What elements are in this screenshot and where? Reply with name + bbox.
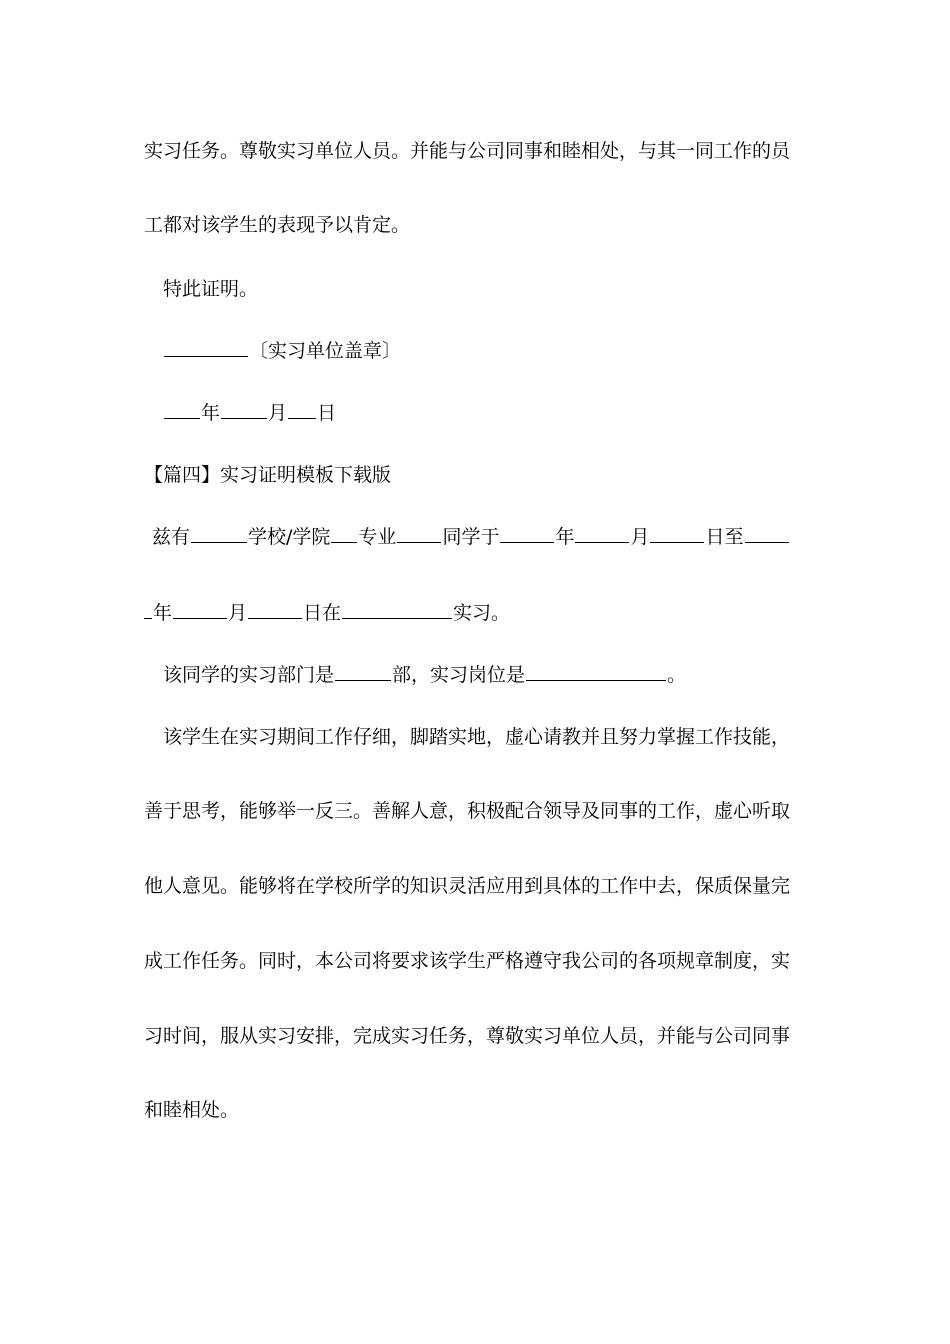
position-blank	[526, 662, 666, 681]
section-heading: 【篇四】实习证明模板下载版	[144, 464, 392, 486]
body-line: 习时间，服从实习安排，完成实习任务，尊敬实习单位人员，并能与公司同事	[144, 1025, 791, 1047]
stamp-label: 〔实习单位盖章〕	[249, 340, 402, 362]
fill-blank	[650, 524, 704, 543]
stamp-blank	[164, 338, 248, 357]
dept-line	[163, 662, 686, 688]
intro-text: 月	[228, 602, 248, 624]
intro-text: 专业	[358, 526, 397, 548]
fill-blank	[331, 524, 357, 543]
year-label: 年	[201, 402, 221, 424]
dept-text: 部，实习岗位是	[392, 664, 526, 686]
dept-blank	[335, 662, 391, 681]
fill-blank	[500, 524, 554, 543]
intro-text: 学校/学院	[248, 526, 331, 548]
body-line: 该学生在实习期间工作仔细，脚踏实地，虚心请教并且努力掌握工作技能，	[163, 726, 791, 748]
intro-line-1	[152, 524, 790, 550]
day-label: 日	[317, 402, 337, 424]
month-label: 月	[268, 402, 288, 424]
dept-text: 。	[667, 664, 687, 686]
intro-text: 月	[630, 526, 650, 548]
intro-text: 年	[555, 526, 575, 548]
fill-blank	[173, 600, 227, 619]
fill-blank	[248, 600, 302, 619]
day-blank	[288, 400, 316, 419]
intro-text: 兹有	[152, 526, 191, 548]
date-line	[163, 400, 336, 426]
stamp-line	[163, 338, 401, 364]
fill-blank	[191, 524, 247, 543]
fill-blank	[144, 600, 152, 619]
paragraph-line: 实习任务。尊敬实习单位人员。并能与公司同事和睦相处，与其一同工作的员	[144, 140, 791, 162]
body-line: 他人意见。能够将在学校所学的知识灵活应用到具体的工作中去，保质保量完	[144, 875, 791, 897]
certify-text: 特此证明。	[163, 278, 259, 300]
body-line: 善于思考，能够举一反三。善解人意，积极配合领导及同事的工作，虚心听取	[144, 800, 791, 822]
intro-text: 日至	[705, 526, 744, 548]
intro-text: 实习。	[453, 602, 511, 624]
intro-line-2	[144, 600, 510, 626]
intro-text: 年	[153, 602, 173, 624]
year-blank	[164, 400, 200, 419]
fill-blank	[575, 524, 629, 543]
fill-blank	[342, 600, 452, 619]
body-line: 和睦相处。	[144, 1099, 240, 1121]
paragraph-line: 工都对该学生的表现予以肯定。	[144, 214, 411, 236]
month-blank	[221, 400, 267, 419]
intro-text: 日在	[303, 602, 342, 624]
dept-text: 该同学的实习部门是	[163, 664, 335, 686]
intro-text: 同学于	[442, 526, 500, 548]
body-line: 成工作任务。同时，本公司将要求该学生严格遵守我公司的各项规章制度，实	[144, 950, 791, 972]
fill-blank	[745, 524, 789, 543]
fill-blank	[397, 524, 441, 543]
